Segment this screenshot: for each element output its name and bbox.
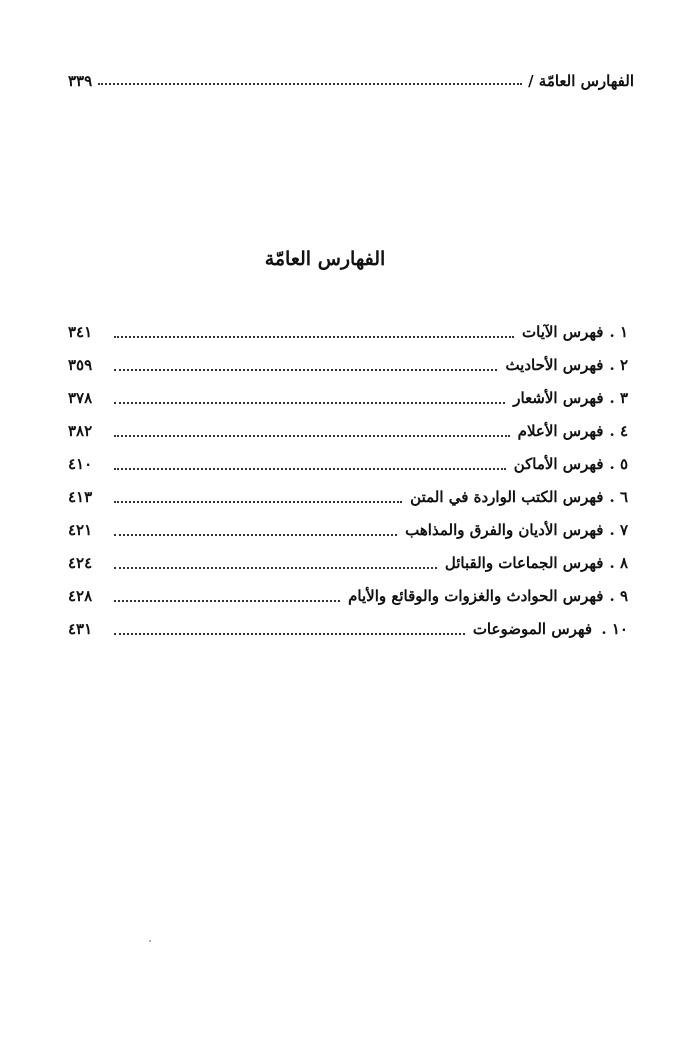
toc-entry[interactable] [68, 546, 628, 579]
toc-entry-number: ٤ . [609, 421, 628, 440]
toc-entry-page: ٤٢٨ [68, 586, 93, 605]
toc-entry[interactable] [68, 315, 628, 348]
toc-entry-page: ٤٢٤ [68, 553, 93, 572]
toc-entry-title: فهرس الأشعار [513, 388, 604, 407]
toc-entry[interactable] [68, 414, 628, 447]
toc-dot-leader [114, 402, 505, 404]
toc-entry-title: فهرس الحوادث والغزوات والوقائع والأيام [348, 586, 604, 605]
toc-entry-title: فهرس الجماعات والقبائل [444, 553, 604, 572]
toc-entry-title: فهرس الأحاديث [505, 355, 604, 374]
toc-dot-leader [114, 336, 514, 338]
toc-entry-number: ١ . [609, 322, 628, 341]
toc-entry-title: فهرس الأماكن [513, 454, 604, 473]
toc-entry-page: ٣٤١ [68, 322, 93, 341]
toc-entry-number: ٨ . [609, 553, 628, 572]
toc-entry[interactable] [68, 579, 628, 612]
toc-entry-page: ٣٨٢ [68, 421, 93, 440]
toc-entry-page: ٤٢١ [68, 520, 93, 539]
toc-dot-leader [114, 435, 510, 437]
toc-entry-title: فهرس الآيات [522, 322, 604, 341]
toc-entry-number: ١٠ . [601, 619, 628, 638]
toc-entry-title: فهرس الكتب الواردة في المتن [410, 487, 604, 506]
toc-entry-page: ٣٧٨ [68, 388, 93, 407]
toc-dot-leader [114, 633, 465, 635]
toc-entry-title: فهرس الأديان والفرق والمذاهب [405, 520, 604, 539]
toc-dot-leader [114, 468, 506, 470]
paper-speck [149, 940, 151, 942]
toc-entry-title: فهرس الأعلام [517, 421, 604, 440]
toc-dot-leader [114, 567, 437, 569]
toc-entry-number: ٣ . [609, 388, 628, 407]
toc-entry-page: ٣٥٩ [68, 355, 93, 374]
toc-entry-number: ٥ . [609, 454, 628, 473]
toc-entry-title: فهرس الموضوعات [472, 619, 592, 638]
toc-dot-leader [114, 369, 497, 371]
toc-dot-leader [114, 534, 397, 536]
running-header-dot-leader [98, 83, 522, 85]
toc-entry[interactable] [68, 381, 628, 414]
toc-entry-page: ٤١٣ [68, 487, 93, 506]
toc-dot-leader [114, 501, 402, 503]
page-title: الفهارس العامّة [264, 248, 386, 270]
toc-dot-leader [114, 600, 340, 602]
toc-entry[interactable] [68, 348, 628, 381]
toc-entry-page: ٤٣١ [68, 619, 93, 638]
running-header [68, 62, 634, 90]
toc-entry-number: ٢ . [609, 355, 628, 374]
toc-entry-page: ٤١٠ [68, 454, 93, 473]
toc-entry-number: ٩ . [609, 586, 628, 605]
toc-entry[interactable] [68, 513, 628, 546]
toc-entry[interactable] [68, 612, 628, 645]
running-header-title: الفهارس العامّة / [528, 72, 634, 90]
toc-entry-number: ٧ . [609, 520, 628, 539]
running-header-page-number: ٣٣٩ [68, 72, 93, 90]
table-of-contents [68, 315, 628, 645]
toc-entry-number: ٦ . [609, 487, 628, 506]
toc-entry[interactable] [68, 447, 628, 480]
toc-entry[interactable] [68, 480, 628, 513]
